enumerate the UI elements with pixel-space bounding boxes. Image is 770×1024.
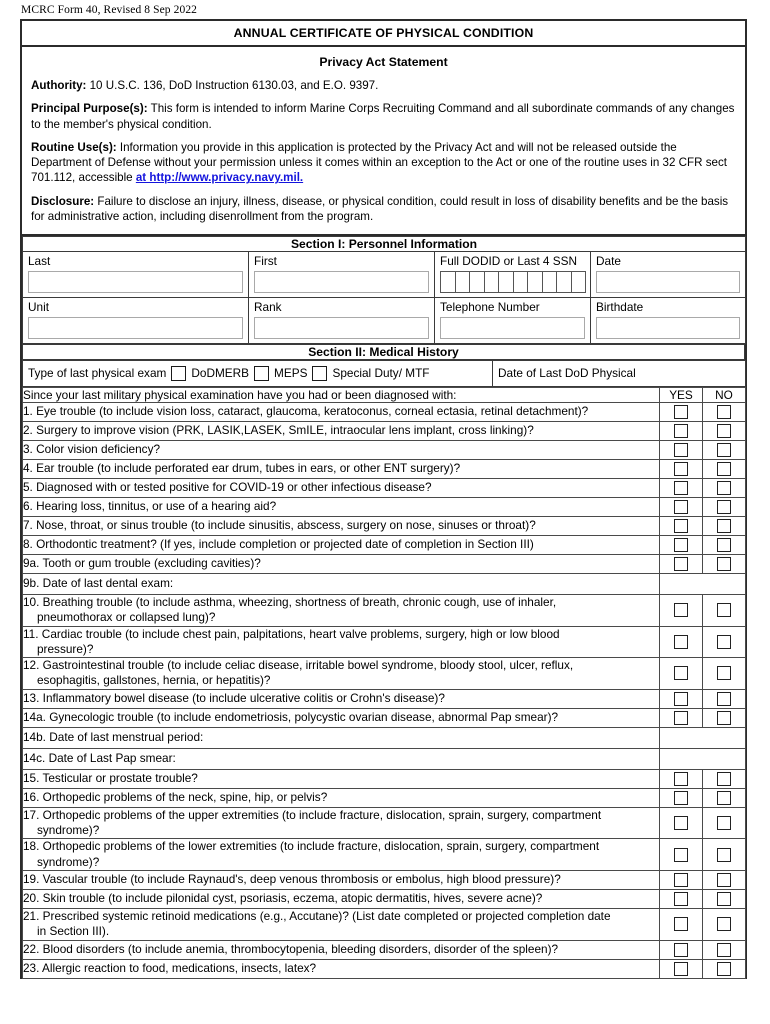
section-2-heading-row [23, 344, 745, 359]
birthdate-label: Birthdate [596, 300, 644, 315]
yes-checkbox[interactable] [674, 848, 688, 862]
table-row [23, 573, 746, 594]
empty-answer-cell [660, 727, 746, 748]
empty-answer-cell [660, 748, 746, 769]
no-checkbox-cell[interactable] [703, 839, 746, 871]
question-text-continued: in Section III). [37, 924, 110, 939]
dodmerb-checkbox[interactable] [171, 366, 186, 381]
no-checkbox[interactable] [717, 692, 731, 706]
question-text-continued: syndrome)? [37, 823, 100, 838]
table-row [23, 658, 746, 690]
telephone-input[interactable] [440, 317, 585, 339]
exam-type-cell [23, 360, 493, 386]
no-checkbox-cell[interactable] [703, 807, 746, 839]
special-duty-mtf-checkbox[interactable] [312, 366, 327, 381]
yes-checkbox[interactable] [674, 519, 688, 533]
question-text: 2. Surgery to improve vision (PRK, LASIK,LASEK, SmILE, intraocular lens implant, cross linking)? [23, 421, 660, 440]
yes-checkbox[interactable] [674, 711, 688, 725]
no-checkbox[interactable] [717, 635, 731, 649]
yes-checkbox-cell[interactable] [660, 478, 703, 497]
privacy-routine-use [31, 140, 736, 186]
no-checkbox[interactable] [717, 519, 731, 533]
no-checkbox[interactable] [717, 405, 731, 419]
yes-checkbox[interactable] [674, 443, 688, 457]
question-text: 20. Skin trouble (to include pilonidal cyst, psoriasis, eczema, atopic dermatitis, hives, severe acne)? [23, 890, 660, 909]
section-2-heading: Section II: Medical History [23, 344, 745, 359]
unit-label: Unit [28, 300, 49, 315]
question-text-continued: esophagitis, gallstones, hernia, or hepatitis)? [37, 673, 271, 688]
no-checkbox-cell[interactable] [703, 626, 746, 658]
privacy-authority-text: 10 U.S.C. 136, DoD Instruction 6130.03, and E.O. 9397. [86, 79, 379, 92]
table-row [23, 459, 746, 478]
question-text: 9a. Tooth or gum trouble (excluding cavities)? [23, 554, 660, 573]
section-2-heading-table [22, 344, 745, 360]
yes-checkbox[interactable] [674, 424, 688, 438]
dodid-cell-4[interactable] [484, 271, 499, 293]
question-text: 1. Eye trouble (to include vision loss, cataract, glaucoma, keratoconus, corneal ectasia, retinal detachment)? [23, 402, 660, 421]
special-duty-mtf-label: Special Duty/ MTF [332, 366, 430, 381]
yes-checkbox-cell[interactable] [660, 959, 703, 978]
telephone-cell [435, 298, 591, 344]
yes-checkbox-cell[interactable] [660, 440, 703, 459]
privacy-disclosure-text: Failure to disclose an injury, illness, disease, or physical condition, could result in loss of disability benefits and be the basis for administrative action, including disenrollment from the program. [31, 194, 729, 224]
yes-checkbox-cell[interactable] [660, 516, 703, 535]
question-text: 3. Color vision deficiency? [23, 440, 660, 459]
question-text: 11. Cardiac trouble (to include chest pain, palpitations, heart valve problems, surgery, high or low blood pressure)? [23, 626, 660, 658]
yes-column-header: YES [660, 387, 703, 402]
no-checkbox-cell[interactable] [703, 689, 746, 708]
unit-input[interactable] [28, 317, 243, 339]
first-name-label: First [254, 254, 277, 269]
table-row [23, 871, 746, 890]
yes-checkbox[interactable] [674, 666, 688, 680]
no-checkbox[interactable] [717, 666, 731, 680]
no-checkbox-cell[interactable] [703, 516, 746, 535]
dodid-cell-8[interactable] [542, 271, 557, 293]
yes-checkbox-cell[interactable] [660, 402, 703, 421]
question-text: 12. Gastrointestinal trouble (to include celiac disease, irritable bowel syndrome, bloody stool, ulcer, reflux, esophagitis, gallstones, hernia, or hepatitis)? [23, 658, 660, 690]
privacy-disclosure-label: Disclosure: [31, 194, 95, 208]
privacy-purpose [31, 101, 736, 132]
yes-checkbox-cell[interactable] [660, 807, 703, 839]
first-name-input[interactable] [254, 271, 429, 293]
no-checkbox-cell[interactable] [703, 708, 746, 727]
table-row [23, 727, 746, 748]
birthdate-cell [591, 298, 746, 344]
dodid-cell-5[interactable] [498, 271, 513, 293]
table-row [23, 940, 746, 959]
table-row [23, 890, 746, 909]
table-row [23, 554, 746, 573]
date-label: Date [596, 254, 621, 269]
no-checkbox-cell[interactable] [703, 940, 746, 959]
question-text: 9b. Date of last dental exam: [23, 573, 660, 594]
yes-checkbox[interactable] [674, 500, 688, 514]
meps-checkbox[interactable] [254, 366, 269, 381]
dodid-cell [435, 252, 591, 298]
date-last-dod-physical-cell[interactable] [493, 360, 746, 386]
yes-checkbox-cell[interactable] [660, 459, 703, 478]
unit-cell [23, 298, 249, 344]
date-cell [591, 252, 746, 298]
table-row [23, 769, 746, 788]
question-text: 4. Ear trouble (to include perforated ear drum, tubes in ears, or other ENT surgery)? [23, 459, 660, 478]
table-row [23, 535, 746, 554]
yes-checkbox[interactable] [674, 772, 688, 786]
question-text: 23. Allergic reaction to food, medications, insects, latex? [23, 959, 660, 978]
dodid-label: Full DODID or Last 4 SSN [440, 254, 578, 269]
no-checkbox-cell[interactable] [703, 871, 746, 890]
yes-checkbox[interactable] [674, 892, 688, 906]
yes-checkbox-cell[interactable] [660, 497, 703, 516]
dodid-cell-1[interactable] [440, 271, 455, 293]
table-row [23, 689, 746, 708]
first-name-cell [249, 252, 435, 298]
yes-checkbox-cell[interactable] [660, 626, 703, 658]
last-name-input[interactable] [28, 271, 243, 293]
dodid-cell-2[interactable] [455, 271, 470, 293]
rank-cell [249, 298, 435, 344]
exam-type-row [23, 360, 746, 386]
privacy-navy-mil-link[interactable]: at http://www.privacy.navy.mil. [135, 171, 304, 185]
no-checkbox-cell[interactable] [703, 594, 746, 626]
privacy-act-statement [22, 47, 745, 236]
empty-answer-cell [660, 573, 746, 594]
yes-checkbox-cell[interactable] [660, 658, 703, 690]
yes-checkbox[interactable] [674, 557, 688, 571]
dodid-cell-6[interactable] [513, 271, 528, 293]
no-checkbox[interactable] [717, 443, 731, 457]
no-checkbox[interactable] [717, 772, 731, 786]
yes-checkbox[interactable] [674, 603, 688, 617]
yes-checkbox-cell[interactable] [660, 708, 703, 727]
no-checkbox-cell[interactable] [703, 478, 746, 497]
question-text: 19. Vascular trouble (to include Raynaud's, deep venous thrombosis or embolus, high blood pressure)? [23, 871, 660, 890]
question-text: 21. Prescribed systemic retinoid medications (e.g., Accutane)? (List date completed or projected completion date in Section III). [23, 909, 660, 941]
dodid-cell-7[interactable] [527, 271, 542, 293]
yes-checkbox[interactable] [674, 917, 688, 931]
last-name-label: Last [28, 254, 51, 269]
question-text: 14c. Date of Last Pap smear: [23, 748, 660, 769]
table-row [23, 959, 746, 978]
yes-checkbox-cell[interactable] [660, 871, 703, 890]
telephone-label: Telephone Number [440, 300, 540, 315]
table-row [23, 807, 746, 839]
yes-checkbox[interactable] [674, 692, 688, 706]
table-row [23, 402, 746, 421]
table-row [23, 421, 746, 440]
no-checkbox[interactable] [717, 462, 731, 476]
no-checkbox[interactable] [717, 873, 731, 887]
table-row [23, 909, 746, 941]
yes-checkbox[interactable] [674, 635, 688, 649]
question-text: 8. Orthodontic treatment? (If yes, include completion or projected date of completion in Section III) [23, 535, 660, 554]
question-text: 15. Testicular or prostate trouble? [23, 769, 660, 788]
no-column-header: NO [703, 387, 746, 402]
yes-checkbox-cell[interactable] [660, 535, 703, 554]
yes-checkbox-cell[interactable] [660, 689, 703, 708]
personnel-row-2 [23, 298, 746, 344]
no-checkbox[interactable] [717, 424, 731, 438]
no-checkbox-cell[interactable] [703, 890, 746, 909]
form-body [20, 19, 747, 979]
rank-input[interactable] [254, 317, 429, 339]
dodmerb-label: DoDMERB [191, 366, 250, 381]
no-checkbox[interactable] [717, 538, 731, 552]
no-checkbox-cell[interactable] [703, 788, 746, 807]
yes-checkbox[interactable] [674, 962, 688, 976]
medical-history-table [22, 387, 746, 979]
no-checkbox[interactable] [717, 481, 731, 495]
question-text: 18. Orthopedic problems of the lower extremities (to include fracture, dislocation, sprain, surgery, compartment syndrome)? [23, 839, 660, 871]
question-text: 14a. Gynecologic trouble (to include endometriosis, polycystic ovarian disease, abnormal Pap smear)? [23, 708, 660, 727]
no-checkbox-cell[interactable] [703, 658, 746, 690]
question-header-prompt: Since your last military physical examination have you had or been diagnosed with: [23, 387, 660, 402]
table-row [23, 788, 746, 807]
yes-checkbox[interactable] [674, 481, 688, 495]
section-1-table [22, 236, 746, 343]
dodid-cell-9[interactable] [556, 271, 571, 293]
meps-label: MEPS [274, 366, 308, 381]
table-row [23, 748, 746, 769]
no-checkbox-cell[interactable] [703, 554, 746, 573]
table-row [23, 440, 746, 459]
no-checkbox-cell[interactable] [703, 459, 746, 478]
yes-checkbox[interactable] [674, 538, 688, 552]
section-1-heading-row [23, 237, 746, 252]
yes-checkbox-cell[interactable] [660, 839, 703, 871]
no-checkbox[interactable] [717, 962, 731, 976]
exam-type-label: Type of last physical exam [28, 366, 167, 381]
no-checkbox-cell[interactable] [703, 535, 746, 554]
yes-checkbox-cell[interactable] [660, 769, 703, 788]
privacy-disclosure [31, 194, 736, 225]
dodid-cell-10[interactable] [571, 271, 587, 293]
rank-label: Rank [254, 300, 282, 315]
table-row [23, 497, 746, 516]
question-header-row [23, 387, 746, 402]
no-checkbox-cell[interactable] [703, 440, 746, 459]
question-text: 16. Orthopedic problems of the neck, spine, hip, or pelvis? [23, 788, 660, 807]
no-checkbox-cell[interactable] [703, 402, 746, 421]
yes-checkbox-cell[interactable] [660, 890, 703, 909]
last-name-cell [23, 252, 249, 298]
no-checkbox[interactable] [717, 603, 731, 617]
privacy-purpose-text: This form is intended to inform Marine Corps Recruiting Command and all subordinate commands of any changes to the member's physical condition. [31, 102, 735, 131]
yes-checkbox[interactable] [674, 816, 688, 830]
table-row [23, 594, 746, 626]
question-text-continued: pressure)? [37, 641, 94, 656]
yes-checkbox[interactable] [674, 405, 688, 419]
question-text: 17. Orthopedic problems of the upper extremities (to include fracture, dislocation, sprain, surgery, compartment syndrome)? [23, 807, 660, 839]
birthdate-input[interactable] [596, 317, 740, 339]
yes-checkbox-cell[interactable] [660, 788, 703, 807]
question-text: 10. Breathing trouble (to include asthma, wheezing, shortness of breath, chronic cough, use of inhaler, pneumothorax or collapsed lung)? [23, 594, 660, 626]
no-checkbox-cell[interactable] [703, 909, 746, 941]
table-row [23, 839, 746, 871]
no-checkbox[interactable] [717, 500, 731, 514]
question-rows [23, 402, 746, 978]
no-checkbox[interactable] [717, 848, 731, 862]
question-text: 13. Inflammatory bowel disease (to include ulcerative colitis or Crohn's disease)? [23, 689, 660, 708]
date-input[interactable] [596, 271, 740, 293]
privacy-authority-label: Authority: [31, 79, 87, 92]
privacy-routine-label: Routine Use(s): [31, 140, 117, 154]
question-text: 5. Diagnosed with or tested positive for COVID-19 or other infectious disease? [23, 478, 660, 497]
table-row [23, 708, 746, 727]
no-checkbox[interactable] [717, 816, 731, 830]
yes-checkbox[interactable] [674, 873, 688, 887]
question-text-continued: pneumothorax or collapsed lung)? [37, 610, 216, 625]
personnel-row-1 [23, 252, 746, 298]
dodid-comb-input[interactable] [440, 271, 586, 293]
question-text: 6. Hearing loss, tinnitus, or use of a hearing aid? [23, 497, 660, 516]
no-checkbox-cell[interactable] [703, 959, 746, 978]
no-checkbox[interactable] [717, 791, 731, 805]
yes-checkbox-cell[interactable] [660, 554, 703, 573]
date-last-dod-physical-label: Date of Last DoD Physical [498, 366, 636, 381]
question-text: 7. Nose, throat, or sinus trouble (to include sinusitis, abscess, surgery on nose, sinuses or throat)? [23, 516, 660, 535]
yes-checkbox-cell[interactable] [660, 940, 703, 959]
no-checkbox-cell[interactable] [703, 421, 746, 440]
privacy-authority [31, 78, 736, 93]
no-checkbox-cell[interactable] [703, 769, 746, 788]
yes-checkbox[interactable] [674, 943, 688, 957]
no-checkbox[interactable] [717, 557, 731, 571]
no-checkbox[interactable] [717, 917, 731, 931]
no-checkbox[interactable] [717, 711, 731, 725]
yes-checkbox-cell[interactable] [660, 909, 703, 941]
question-text: 14b. Date of last menstrual period: [23, 727, 660, 748]
question-text-continued: syndrome)? [37, 854, 100, 869]
privacy-heading: Privacy Act Statement [319, 55, 448, 69]
yes-checkbox-cell[interactable] [660, 421, 703, 440]
privacy-routine-text: Information you provide in this application is protected by the Privacy Act and will not be released outside the Department of Defense without your permission unless it comes within an exception to the Act or one of the routine uses in 32 CFR sect 701.112, accessible [31, 140, 727, 185]
no-checkbox[interactable] [717, 892, 731, 906]
yes-checkbox-cell[interactable] [660, 594, 703, 626]
page-title: ANNUAL CERTIFICATE OF PHYSICAL CONDITION [22, 21, 745, 47]
privacy-purpose-label: Principal Purpose(s): [31, 102, 148, 116]
yes-checkbox[interactable] [674, 791, 688, 805]
table-row [23, 626, 746, 658]
no-checkbox[interactable] [717, 943, 731, 957]
table-row [23, 516, 746, 535]
no-checkbox-cell[interactable] [703, 497, 746, 516]
table-row [23, 478, 746, 497]
question-text: 22. Blood disorders (to include anemia, thrombocytopenia, bleeding disorders, disorder of the spleen)? [23, 940, 660, 959]
form-identifier: MCRC Form 40, Revised 8 Sep 2022 [21, 4, 198, 16]
exam-type-table [22, 360, 746, 387]
dodid-cell-3[interactable] [469, 271, 484, 293]
section-1-heading: Section I: Personnel Information [23, 237, 746, 252]
yes-checkbox[interactable] [674, 462, 688, 476]
